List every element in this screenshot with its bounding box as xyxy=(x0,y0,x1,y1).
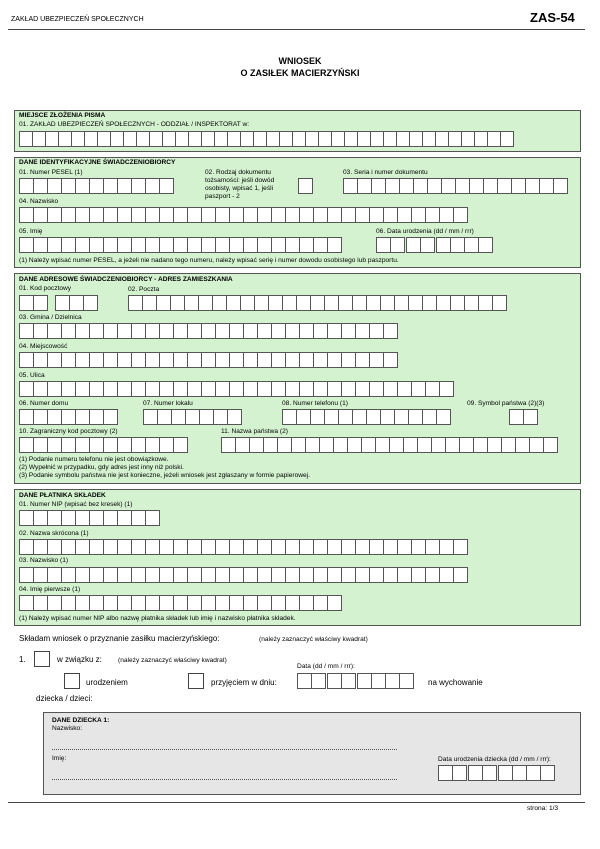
street-field[interactable] xyxy=(19,381,453,397)
phone-label: 08. Numer telefonu (1) xyxy=(282,400,348,407)
birth-checkbox[interactable] xyxy=(64,673,80,689)
name-label: 05. Imię xyxy=(19,228,43,235)
request-intro: Składam wniosek o przyznanie zasiłku macierzyńskiego: xyxy=(19,634,220,643)
section-heading: DANE ADRESOWE ŚWIADCZENIOBIORCY - ADRES ZAMIESZKANIA xyxy=(19,276,233,283)
city-field[interactable] xyxy=(19,352,397,368)
doctype-label: 02. Rodzaj dokumentu xyxy=(205,169,271,176)
payer-surname-field[interactable] xyxy=(19,567,467,583)
page-number: strona: 1/3 xyxy=(527,805,559,812)
section-heading: MIEJSCE ZŁOŻENIA PISMA xyxy=(19,112,106,119)
child-name-label: Imię: xyxy=(52,755,67,762)
title-line1: WNIOSEK xyxy=(278,56,322,66)
child-of-label: dziecka / dzieci: xyxy=(36,694,93,703)
name-field[interactable] xyxy=(19,237,341,253)
house-label: 06. Numer domu xyxy=(19,400,69,407)
country-symbol-label: 09. Symbol państwa (2)(3) xyxy=(467,400,545,407)
surname-field[interactable] xyxy=(19,207,467,223)
doctype-field[interactable] xyxy=(298,178,312,194)
child-birth-label: Data urodzenia dziecka (dd / mm / rrr): xyxy=(438,756,551,763)
doctype-label: tożsamości: jeśli dowód xyxy=(205,177,275,184)
nip-field[interactable] xyxy=(19,510,159,526)
upbringing-label: na wychowanie xyxy=(428,678,483,687)
zus-branch-field[interactable] xyxy=(19,131,513,147)
request-hint: (należy zaznaczyć właściwy kwadrat) xyxy=(259,636,368,643)
address-note: (3) Podanie symbolu państwa nie jest konieczne, jeżeli wniosek jest zgłaszany w formie papierowej. xyxy=(19,472,311,479)
payer-firstname-label: 04. Imię pierwsze (1) xyxy=(19,586,81,593)
section-place xyxy=(14,110,581,152)
section-child xyxy=(43,712,581,795)
pesel-field[interactable] xyxy=(19,178,173,194)
section-payer xyxy=(14,489,581,626)
street-label: 05. Ulica xyxy=(19,372,45,379)
doctype-label: osobisty, wpisać 1, jeśli xyxy=(205,185,274,192)
header-rule xyxy=(8,29,585,30)
country-field[interactable] xyxy=(221,437,557,453)
doctype-label: paszport - 2 xyxy=(205,193,240,200)
child-birth-date-field[interactable] xyxy=(438,765,554,781)
postcode-label: 01. Kod pocztowy xyxy=(19,285,72,292)
adoption-checkbox[interactable] xyxy=(188,673,204,689)
in-connection-label: w związku z: xyxy=(57,655,102,664)
birth-date-field[interactable] xyxy=(376,237,492,253)
payer-surname-label: 03. Nazwisko (1) xyxy=(19,557,69,564)
city-label: 04. Miejscowość xyxy=(19,343,68,350)
section-heading: DANE PŁATNIKA SKŁADEK xyxy=(19,492,106,499)
title-line2: O ZASIŁEK MACIERZYŃSKI xyxy=(240,68,360,78)
nip-label: 01. Numer NIP (wpisać bez kresek) (1) xyxy=(19,501,133,508)
flat-field[interactable] xyxy=(143,409,241,425)
pesel-label: 01. Numer PESEL (1) xyxy=(19,169,83,176)
flat-label: 07. Numer lokalu xyxy=(143,400,193,407)
date-label: Data (dd / mm / rrr): xyxy=(297,663,355,670)
child-surname-field[interactable] xyxy=(52,749,397,750)
short-name-label: 02. Nazwa skrócona (1) xyxy=(19,530,89,537)
house-field[interactable] xyxy=(19,409,117,425)
series-label: 03. Seria i numer dokumentu xyxy=(343,169,428,176)
surname-label: 04. Nazwisko xyxy=(19,198,59,205)
series-field[interactable] xyxy=(343,178,567,194)
adoption-date-field[interactable] xyxy=(297,673,413,689)
item-number: 1. xyxy=(19,655,26,664)
identity-note: (1) Należy wpisać numer PESEL, a jeżeli nie nadano tego numeru, należy wpisać serię i numer dowodu osobistego lub paszportu. xyxy=(19,257,399,264)
foreign-code-label: 10. Zagraniczny kod pocztowy (2) xyxy=(19,428,118,435)
commune-label: 03. Gmina / Dzielnica xyxy=(19,314,82,321)
field-label: 01. ZAKŁAD UBEZPIECZEŃ SPOŁECZNYCH - ODDZIAŁ / INSPEKTORAT w: xyxy=(19,121,250,128)
institution-name: ZAKŁAD UBEZPIECZEŃ SPOŁECZNYCH xyxy=(11,16,144,23)
in-connection-hint: (należy zaznaczyć właściwy kwadrat) xyxy=(118,657,227,664)
postcode-field[interactable] xyxy=(19,295,97,311)
country-label: 11. Nazwa państwa (2) xyxy=(221,428,288,435)
section-identity xyxy=(14,157,581,268)
post-label: 02. Poczta xyxy=(128,286,160,293)
short-name-field[interactable] xyxy=(19,539,467,555)
post-field[interactable] xyxy=(128,295,506,311)
in-connection-checkbox[interactable] xyxy=(34,651,50,667)
birth-option-label: urodzeniem xyxy=(86,678,128,687)
child-name-field[interactable] xyxy=(52,779,397,780)
payer-note: (1) Należy wpisać numer NIP albo nazwę płatnika składek lub imię i nazwisko płatnika składek. xyxy=(19,615,296,622)
form-code: ZAS-54 xyxy=(530,10,575,25)
country-symbol-field[interactable] xyxy=(509,409,537,425)
commune-field[interactable] xyxy=(19,323,397,339)
phone-field[interactable] xyxy=(282,409,450,425)
section-heading: DANE DZIECKA 1: xyxy=(52,717,110,724)
address-note: (1) Podanie numeru telefonu nie jest obowiązkowe. xyxy=(19,456,169,463)
foreign-code-field[interactable] xyxy=(19,437,187,453)
section-heading: DANE IDENTYFIKACYJNE ŚWIADCZENIOBIORCY xyxy=(19,159,176,166)
payer-firstname-field[interactable] xyxy=(19,595,341,611)
birth-label: 06. Data urodzenia (dd / mm / rrr) xyxy=(376,228,474,235)
section-address xyxy=(14,273,581,484)
footer-rule xyxy=(8,802,585,803)
child-surname-label: Nazwisko: xyxy=(52,725,83,732)
adoption-option-label: przyjęciem w dniu: xyxy=(211,678,277,687)
address-note: (2) Wypełnić w przypadku, gdy adres jest inny niż polski. xyxy=(19,464,184,471)
